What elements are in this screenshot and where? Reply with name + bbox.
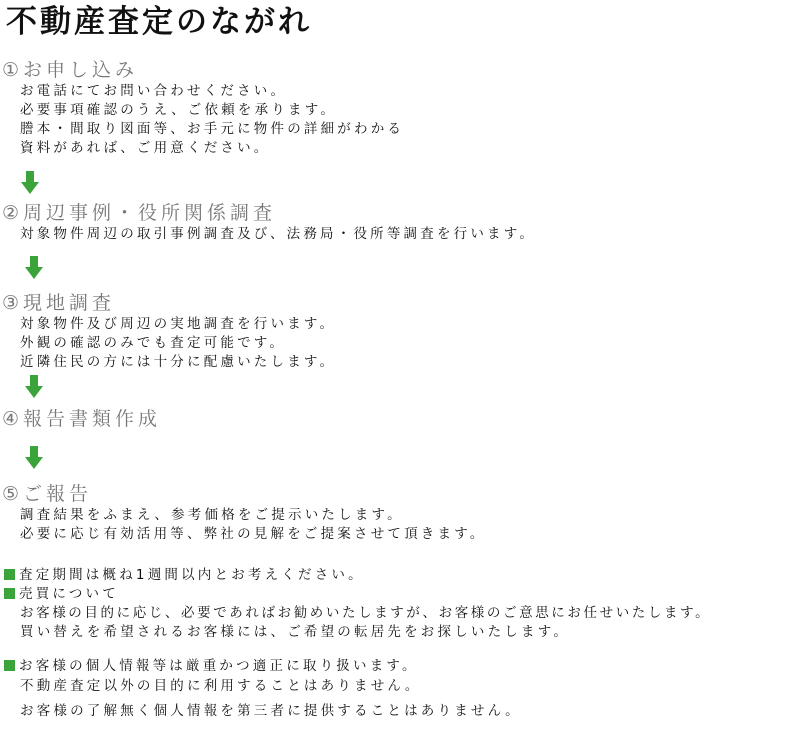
step-1-heading: ①お申し込み bbox=[2, 59, 139, 81]
step-3-line-2: 外観の確認のみでも査定可能です。 bbox=[20, 335, 287, 351]
note-privacy-heading bbox=[4, 657, 419, 676]
note-period bbox=[4, 566, 365, 585]
note-period-text: 査定期間は概ね1週間以内とお考えください。 bbox=[19, 567, 365, 583]
green-square-bullet-icon bbox=[4, 569, 15, 580]
note-privacy-heading-text: お客様の個人情報等は厳重かつ適正に取り扱います。 bbox=[19, 658, 419, 674]
step-3-line-3: 近隣住民の方には十分に配慮いたします。 bbox=[20, 354, 337, 370]
step-5-line-1: 調査結果をふまえ、参考価格をご提示いたします。 bbox=[20, 507, 404, 523]
step-1-line-3: 謄本・間取り図面等、お手元に物件の詳細がわかる bbox=[20, 121, 405, 137]
step-4-heading: ④報告書類作成 bbox=[2, 408, 162, 430]
step-3-heading: ③現地調査 bbox=[2, 292, 116, 314]
step-5-line-2: 必要に応じ有効活用等、弊社の見解をご提案させて頂きます。 bbox=[20, 526, 487, 542]
note-sale-line-2: 買い替えを希望されるお客様には、ご希望の転居先をお探しいたします。 bbox=[20, 624, 571, 640]
note-sale-heading-text: 売買について bbox=[19, 586, 119, 602]
step-2-line-1: 対象物件周辺の取引事例調査及び、法務局・役所等調査を行います。 bbox=[20, 226, 537, 242]
down-arrow-icon bbox=[26, 446, 42, 470]
step-2-heading: ②周辺事例・役所関係調査 bbox=[2, 202, 277, 224]
note-sale-heading bbox=[4, 585, 119, 604]
step-1-line-2: 必要事項確認のうえ、ご依頼を承ります。 bbox=[20, 102, 338, 118]
step-1-line-4: 資料があれば、ご用意ください。 bbox=[20, 140, 271, 156]
note-sale-line-1: お客様の目的に応じ、必要であればお勧めいたしますが、お客様のご意思にお任せいたします。 bbox=[20, 605, 712, 621]
green-square-bullet-icon bbox=[4, 588, 15, 599]
note-privacy-line-1: 不動産査定以外の目的に利用することはありません。 bbox=[20, 678, 422, 694]
page-title: 不動産査定のながれ bbox=[6, 4, 312, 40]
step-1-line-1: お電話にてお問い合わせください。 bbox=[20, 83, 288, 99]
note-privacy-line-2: お客様の了解無く個人情報を第三者に提供することはありません。 bbox=[20, 703, 522, 719]
down-arrow-icon bbox=[22, 171, 38, 195]
down-arrow-icon bbox=[26, 256, 42, 280]
step-3-line-1: 対象物件及び周辺の実地調査を行います。 bbox=[20, 316, 337, 332]
step-5-heading: ⑤ご報告 bbox=[2, 483, 93, 505]
down-arrow-icon bbox=[26, 375, 42, 399]
green-square-bullet-icon bbox=[4, 660, 15, 671]
